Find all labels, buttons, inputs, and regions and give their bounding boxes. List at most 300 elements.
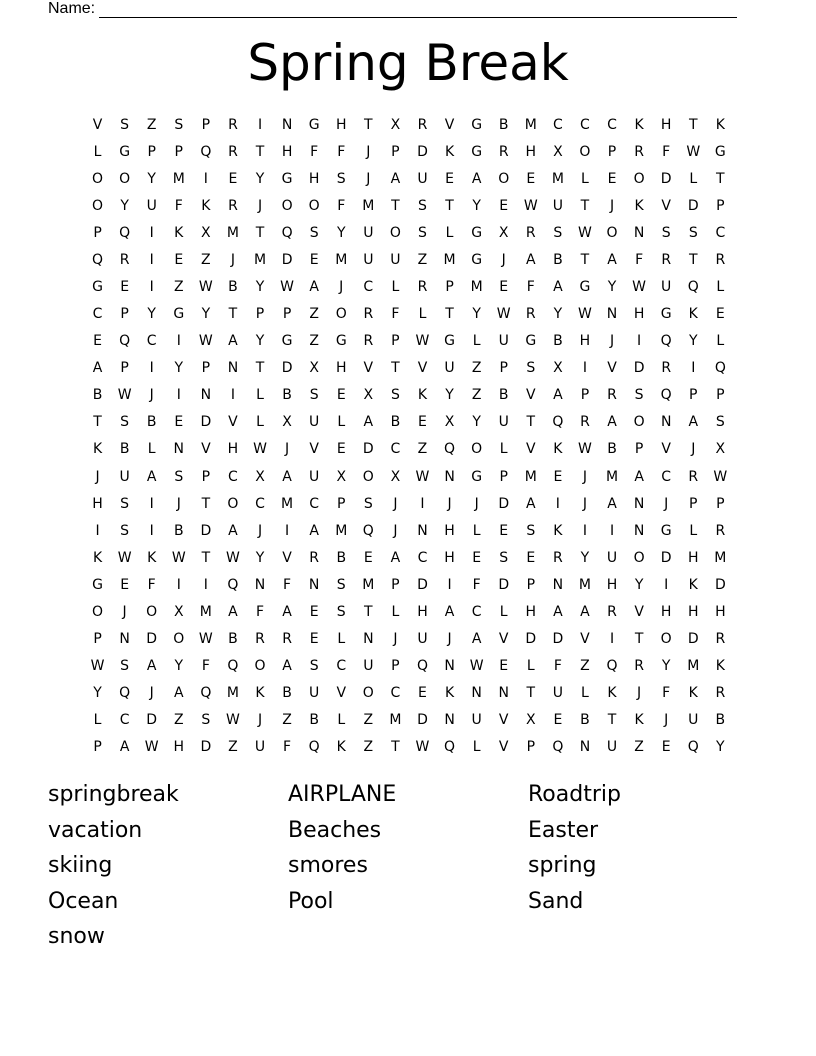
grid-letter: H: [579, 333, 591, 350]
grid-letter: P: [716, 387, 725, 404]
grid-letter: P: [201, 468, 211, 485]
grid-letter: D: [281, 360, 293, 377]
grid-letter: S: [418, 197, 427, 214]
grid-letter: D: [633, 360, 645, 377]
grid-letter: S: [715, 414, 725, 431]
grid-letter: Q: [444, 739, 456, 756]
grid-letter: C: [661, 468, 672, 485]
grid-letter: L: [716, 279, 725, 295]
grid-letter: L: [716, 333, 725, 350]
grid-letter: Y: [336, 224, 346, 241]
grid-letter: P: [93, 224, 102, 241]
grid-letter: Y: [120, 197, 129, 214]
grid-letter: J: [149, 685, 154, 702]
grid-letter: S: [661, 224, 671, 241]
grid-letter: Y: [607, 279, 617, 295]
grid-letter: J: [447, 631, 452, 648]
grid-letter: V: [282, 549, 292, 566]
grid-row: [84, 246, 734, 273]
grid-letter: Y: [580, 549, 590, 566]
grid-letter: H: [633, 306, 645, 323]
grid-letter: A: [471, 170, 482, 187]
grid-letter: C: [92, 306, 103, 323]
grid-letter: R: [688, 468, 699, 485]
grid-letter: D: [417, 576, 428, 593]
grid-letter: M: [226, 685, 239, 702]
grid-letter: I: [149, 224, 154, 241]
grid-letter: I: [149, 360, 154, 377]
grid-letter: P: [93, 739, 102, 756]
grid-row: [84, 355, 734, 382]
grid-letter: Z: [634, 739, 644, 756]
grid-letter: K: [92, 549, 103, 566]
grid-letter: D: [498, 576, 510, 593]
grid-letter: B: [607, 441, 617, 458]
grid-letter: R: [553, 549, 563, 566]
grid-letter: J: [691, 441, 696, 458]
grid-letter: A: [228, 522, 238, 539]
grid-letter: H: [525, 603, 537, 620]
grid-letter: R: [715, 522, 726, 539]
grid-letter: Y: [201, 306, 211, 323]
grid-letter: F: [526, 279, 535, 295]
grid-letter: M: [199, 603, 212, 620]
grid-letter: N: [471, 685, 482, 702]
grid-letter: Q: [362, 522, 374, 539]
grid-letter: W: [523, 197, 538, 214]
grid-letter: R: [417, 279, 428, 295]
grid-letter: P: [282, 306, 292, 323]
grid-letter: R: [715, 685, 726, 702]
grid-letter: Q: [687, 739, 699, 756]
grid-letter: S: [120, 495, 130, 512]
grid-letter: E: [120, 279, 130, 295]
grid-letter: L: [337, 414, 346, 431]
grid-letter: O: [227, 495, 239, 512]
grid-letter: G: [471, 251, 483, 268]
grid-letter: L: [337, 712, 346, 729]
grid-letter: T: [445, 306, 454, 323]
grid-letter: C: [552, 116, 563, 133]
grid-letter: A: [146, 468, 157, 485]
grid-letter: C: [228, 468, 238, 485]
grid-letter: A: [282, 468, 292, 485]
grid-letter: Y: [716, 739, 725, 756]
grid-letter: H: [173, 739, 185, 756]
grid-letter: O: [579, 143, 591, 160]
grid-letter: I: [149, 279, 154, 295]
grid-letter: A: [309, 279, 319, 295]
grid-letter: S: [174, 468, 184, 485]
grid-letter: U: [606, 549, 618, 566]
grid-letter: O: [660, 631, 672, 648]
grid-letter: S: [336, 576, 346, 593]
grid-letter: M: [524, 116, 537, 133]
grid-letter: I: [149, 495, 154, 512]
grid-letter: T: [255, 143, 265, 160]
grid-letter: O: [173, 631, 185, 648]
grid-letter: M: [362, 576, 375, 593]
grid-letter: I: [176, 333, 181, 350]
word-list-item: Ocean: [48, 888, 119, 914]
grid-letter: K: [634, 116, 644, 133]
grid-letter: U: [363, 224, 374, 241]
grid-letter: N: [308, 576, 320, 593]
grid-letter: P: [499, 468, 508, 485]
grid-letter: C: [255, 495, 265, 512]
grid-letter: Y: [174, 658, 184, 675]
grid-letter: J: [664, 712, 669, 729]
grid-letter: S: [309, 387, 319, 404]
grid-letter: E: [526, 170, 536, 187]
grid-letter: V: [526, 441, 536, 458]
grid-row: [84, 463, 734, 490]
grid-letter: A: [607, 251, 617, 268]
name-label: Name:: [48, 0, 96, 17]
grid-letter: B: [228, 631, 238, 648]
grid-letter: O: [389, 224, 401, 241]
grid-letter: S: [120, 658, 130, 675]
grid-letter: N: [633, 495, 645, 512]
grid-letter: K: [147, 549, 157, 566]
grid-letter: Z: [173, 279, 184, 295]
grid-letter: H: [281, 143, 293, 160]
grid-letter: P: [716, 197, 725, 214]
grid-letter: E: [418, 414, 427, 431]
grid-letter: R: [607, 603, 617, 620]
grid-letter: E: [499, 522, 509, 539]
grid-row: [84, 138, 734, 165]
name-blank-line: [99, 3, 737, 18]
grid-letter: T: [364, 603, 373, 620]
grid-letter: J: [393, 522, 398, 539]
grid-letter: K: [688, 306, 698, 323]
grid-letter: U: [498, 414, 509, 431]
grid-letter: A: [119, 739, 130, 756]
grid-letter: H: [715, 603, 726, 620]
grid-letter: B: [498, 116, 509, 133]
grid-letter: G: [471, 224, 483, 241]
grid-letter: A: [444, 603, 455, 620]
grid-letter: W: [415, 739, 430, 756]
grid-letter: P: [634, 441, 644, 458]
grid-letter: A: [92, 360, 103, 377]
grid-letter: U: [254, 739, 266, 756]
grid-letter: V: [607, 360, 617, 377]
grid-letter: M: [253, 251, 267, 268]
grid-letter: Y: [553, 306, 563, 323]
grid-letter: J: [637, 685, 642, 702]
grid-letter: L: [499, 603, 508, 620]
grid-letter: O: [498, 170, 510, 187]
grid-letter: E: [499, 197, 509, 214]
grid-letter: N: [606, 306, 618, 323]
grid-letter: X: [336, 468, 347, 485]
grid-letter: H: [660, 603, 672, 620]
grid-letter: H: [444, 549, 455, 566]
grid-letter: C: [580, 116, 590, 133]
grid-row: [84, 409, 734, 436]
grid-letter: J: [257, 712, 263, 729]
grid-letter: J: [609, 333, 615, 350]
grid-letter: E: [363, 549, 373, 566]
grid-letter: B: [553, 251, 563, 268]
grid-letter: A: [634, 468, 644, 485]
grid-letter: W: [632, 279, 647, 295]
grid-letter: T: [526, 414, 536, 431]
grid-letter: B: [228, 279, 238, 295]
grid-letter: I: [257, 116, 263, 133]
grid-letter: H: [335, 116, 347, 133]
grid-letter: E: [661, 739, 671, 756]
grid-letter: N: [444, 712, 455, 729]
grid-letter: D: [525, 631, 537, 648]
grid-letter: V: [661, 441, 671, 458]
grid-letter: H: [687, 603, 699, 620]
grid-letter: U: [661, 279, 672, 295]
grid-letter: Q: [444, 441, 456, 458]
grid-letter: C: [336, 658, 347, 675]
grid-letter: L: [472, 522, 481, 539]
grid-letter: Z: [201, 251, 211, 268]
grid-letter: A: [553, 387, 563, 404]
grid-letter: J: [582, 495, 588, 512]
grid-letter: K: [688, 685, 698, 702]
grid-letter: Q: [606, 658, 618, 675]
grid-letter: K: [634, 197, 644, 214]
grid-letter: M: [389, 712, 402, 729]
grid-letter: U: [309, 685, 320, 702]
grid-letter: U: [309, 468, 320, 485]
grid-letter: Q: [119, 224, 131, 241]
grid-letter: M: [443, 251, 456, 268]
grid-letter: Z: [417, 251, 428, 268]
grid-letter: T: [580, 251, 590, 268]
grid-letter: T: [391, 360, 400, 377]
word-list-item: AIRPLANE: [288, 782, 397, 807]
grid-letter: N: [281, 116, 293, 133]
grid-letter: O: [254, 658, 266, 675]
grid-letter: Z: [309, 333, 319, 350]
grid-letter: V: [228, 414, 238, 431]
grid-letter: K: [688, 576, 698, 593]
grid-letter: D: [417, 712, 428, 729]
grid-letter: P: [391, 333, 400, 350]
grid-letter: W: [117, 387, 132, 404]
grid-letter: T: [255, 360, 265, 377]
grid-letter: M: [226, 224, 239, 241]
grid-letter: M: [335, 251, 348, 268]
grid-letter: Y: [472, 306, 481, 323]
grid-letter: A: [526, 495, 536, 512]
grid-letter: C: [390, 685, 401, 702]
grid-letter: I: [447, 576, 452, 593]
page-title: Spring Break: [247, 34, 569, 92]
grid-letter: C: [363, 279, 374, 295]
grid-row: [84, 436, 734, 463]
grid-letter: I: [149, 251, 154, 268]
grid-letter: A: [526, 251, 536, 268]
grid-letter: P: [391, 658, 400, 675]
grid-letter: N: [173, 441, 185, 458]
grid-letter: I: [637, 333, 642, 350]
grid-letter: G: [173, 306, 185, 323]
grid-letter: A: [390, 170, 401, 187]
grid-letter: U: [471, 712, 482, 729]
grid-letter: N: [119, 631, 130, 648]
grid-letter: V: [498, 631, 509, 648]
grid-letter: X: [525, 712, 536, 729]
name-field-row: [48, 0, 737, 18]
grid-letter: P: [580, 387, 590, 404]
grid-letter: W: [198, 333, 213, 350]
grid-letter: M: [687, 658, 700, 675]
grid-letter: V: [336, 685, 347, 702]
grid-letter: A: [282, 603, 292, 620]
grid-letter: K: [255, 685, 265, 702]
grid-letter: Z: [417, 441, 428, 458]
grid-letter: S: [526, 522, 536, 539]
grid-letter: A: [282, 658, 292, 675]
grid-letter: E: [553, 468, 563, 485]
grid-letter: V: [634, 603, 644, 620]
grid-letter: J: [393, 495, 398, 512]
grid-letter: I: [555, 495, 560, 512]
grid-letter: P: [689, 495, 698, 512]
word-list-item: skiing: [48, 853, 113, 878]
grid-letter: B: [282, 387, 292, 404]
grid-letter: G: [660, 522, 672, 539]
grid-letter: I: [609, 522, 615, 539]
grid-letter: B: [282, 685, 292, 702]
grid-letter: Q: [660, 333, 672, 350]
grid-letter: D: [417, 143, 428, 160]
grid-letter: J: [285, 441, 290, 458]
grid-letter: K: [634, 712, 644, 729]
grid-letter: F: [662, 143, 671, 160]
grid-letter: T: [255, 224, 265, 241]
grid-letter: R: [363, 333, 374, 350]
grid-letter: Q: [200, 143, 212, 160]
grid-letter: G: [92, 576, 103, 593]
grid-letter: L: [93, 712, 102, 729]
grid-letter: J: [257, 197, 263, 214]
grid-letter: X: [390, 116, 401, 133]
grid-letter: U: [119, 468, 130, 485]
grid-letter: T: [580, 197, 590, 214]
grid-letter: Q: [552, 414, 564, 431]
grid-letter: A: [228, 333, 238, 350]
grid-letter: T: [688, 251, 698, 268]
grid-letter: J: [122, 603, 127, 620]
grid-letter: E: [228, 170, 238, 187]
grid-letter: F: [635, 251, 644, 268]
grid-letter: U: [146, 197, 157, 214]
grid-letter: X: [390, 468, 401, 485]
grid-row: [84, 571, 734, 598]
grid-letter: P: [120, 360, 129, 377]
grid-letter: X: [715, 441, 726, 458]
grid-letter: B: [173, 522, 184, 539]
grid-letter: I: [582, 522, 588, 539]
grid-row: [84, 653, 734, 680]
grid-letter: U: [363, 658, 374, 675]
grid-letter: F: [283, 739, 292, 756]
grid-letter: O: [92, 170, 104, 187]
grid-letter: K: [417, 387, 428, 404]
grid-letter: D: [200, 739, 212, 756]
grid-letter: M: [714, 549, 727, 566]
grid-letter: L: [689, 522, 698, 539]
grid-letter: R: [228, 143, 238, 160]
grid-letter: Q: [552, 739, 564, 756]
grid-letter: Z: [282, 712, 292, 729]
grid-letter: O: [92, 603, 104, 620]
grid-letter: G: [308, 116, 320, 133]
grid-letter: L: [337, 631, 346, 648]
grid-letter: O: [471, 441, 483, 458]
grid-letter: P: [607, 143, 617, 160]
grid-letter: O: [362, 685, 374, 702]
grid-letter: L: [391, 279, 400, 295]
grid-letter: L: [472, 333, 481, 350]
grid-letter: Q: [416, 658, 428, 675]
word-list-item: Pool: [288, 888, 334, 914]
grid-letter: E: [526, 549, 536, 566]
letter-grid: [84, 111, 734, 761]
grid-letter: V: [498, 739, 509, 756]
grid-letter: I: [420, 495, 425, 512]
grid-letter: J: [366, 170, 371, 187]
grid-letter: K: [444, 143, 455, 160]
grid-letter: B: [309, 712, 319, 729]
grid-letter: X: [201, 224, 211, 241]
grid-letter: W: [198, 631, 213, 648]
grid-letter: J: [176, 495, 181, 512]
grid-letter: X: [498, 224, 509, 241]
grid-letter: Q: [714, 360, 726, 377]
grid-letter: E: [499, 658, 509, 675]
grid-letter: X: [553, 143, 563, 160]
grid-letter: T: [634, 631, 644, 648]
grid-letter: E: [309, 631, 319, 648]
grid-letter: D: [146, 631, 158, 648]
grid-letter: Z: [580, 658, 590, 675]
grid-letter: T: [526, 685, 536, 702]
grid-letter: P: [526, 739, 536, 756]
grid-letter: W: [713, 468, 728, 485]
grid-letter: P: [526, 576, 536, 593]
grid-letter: D: [200, 522, 212, 539]
grid-letter: F: [310, 143, 319, 160]
grid-letter: U: [444, 360, 455, 377]
grid-letter: C: [471, 603, 482, 620]
grid-letter: K: [336, 739, 346, 756]
grid-letter: B: [92, 387, 103, 404]
grid-letter: Y: [147, 306, 156, 323]
grid-letter: L: [147, 441, 156, 458]
grid-letter: J: [474, 495, 479, 512]
grid-letter: S: [526, 360, 536, 377]
grid-row: [84, 544, 734, 571]
grid-letter: C: [119, 712, 130, 729]
grid-letter: N: [660, 414, 672, 431]
grid-letter: G: [281, 170, 293, 187]
grid-letter: P: [716, 495, 725, 512]
grid-letter: K: [174, 224, 184, 241]
grid-letter: X: [444, 414, 455, 431]
grid-letter: N: [579, 739, 591, 756]
